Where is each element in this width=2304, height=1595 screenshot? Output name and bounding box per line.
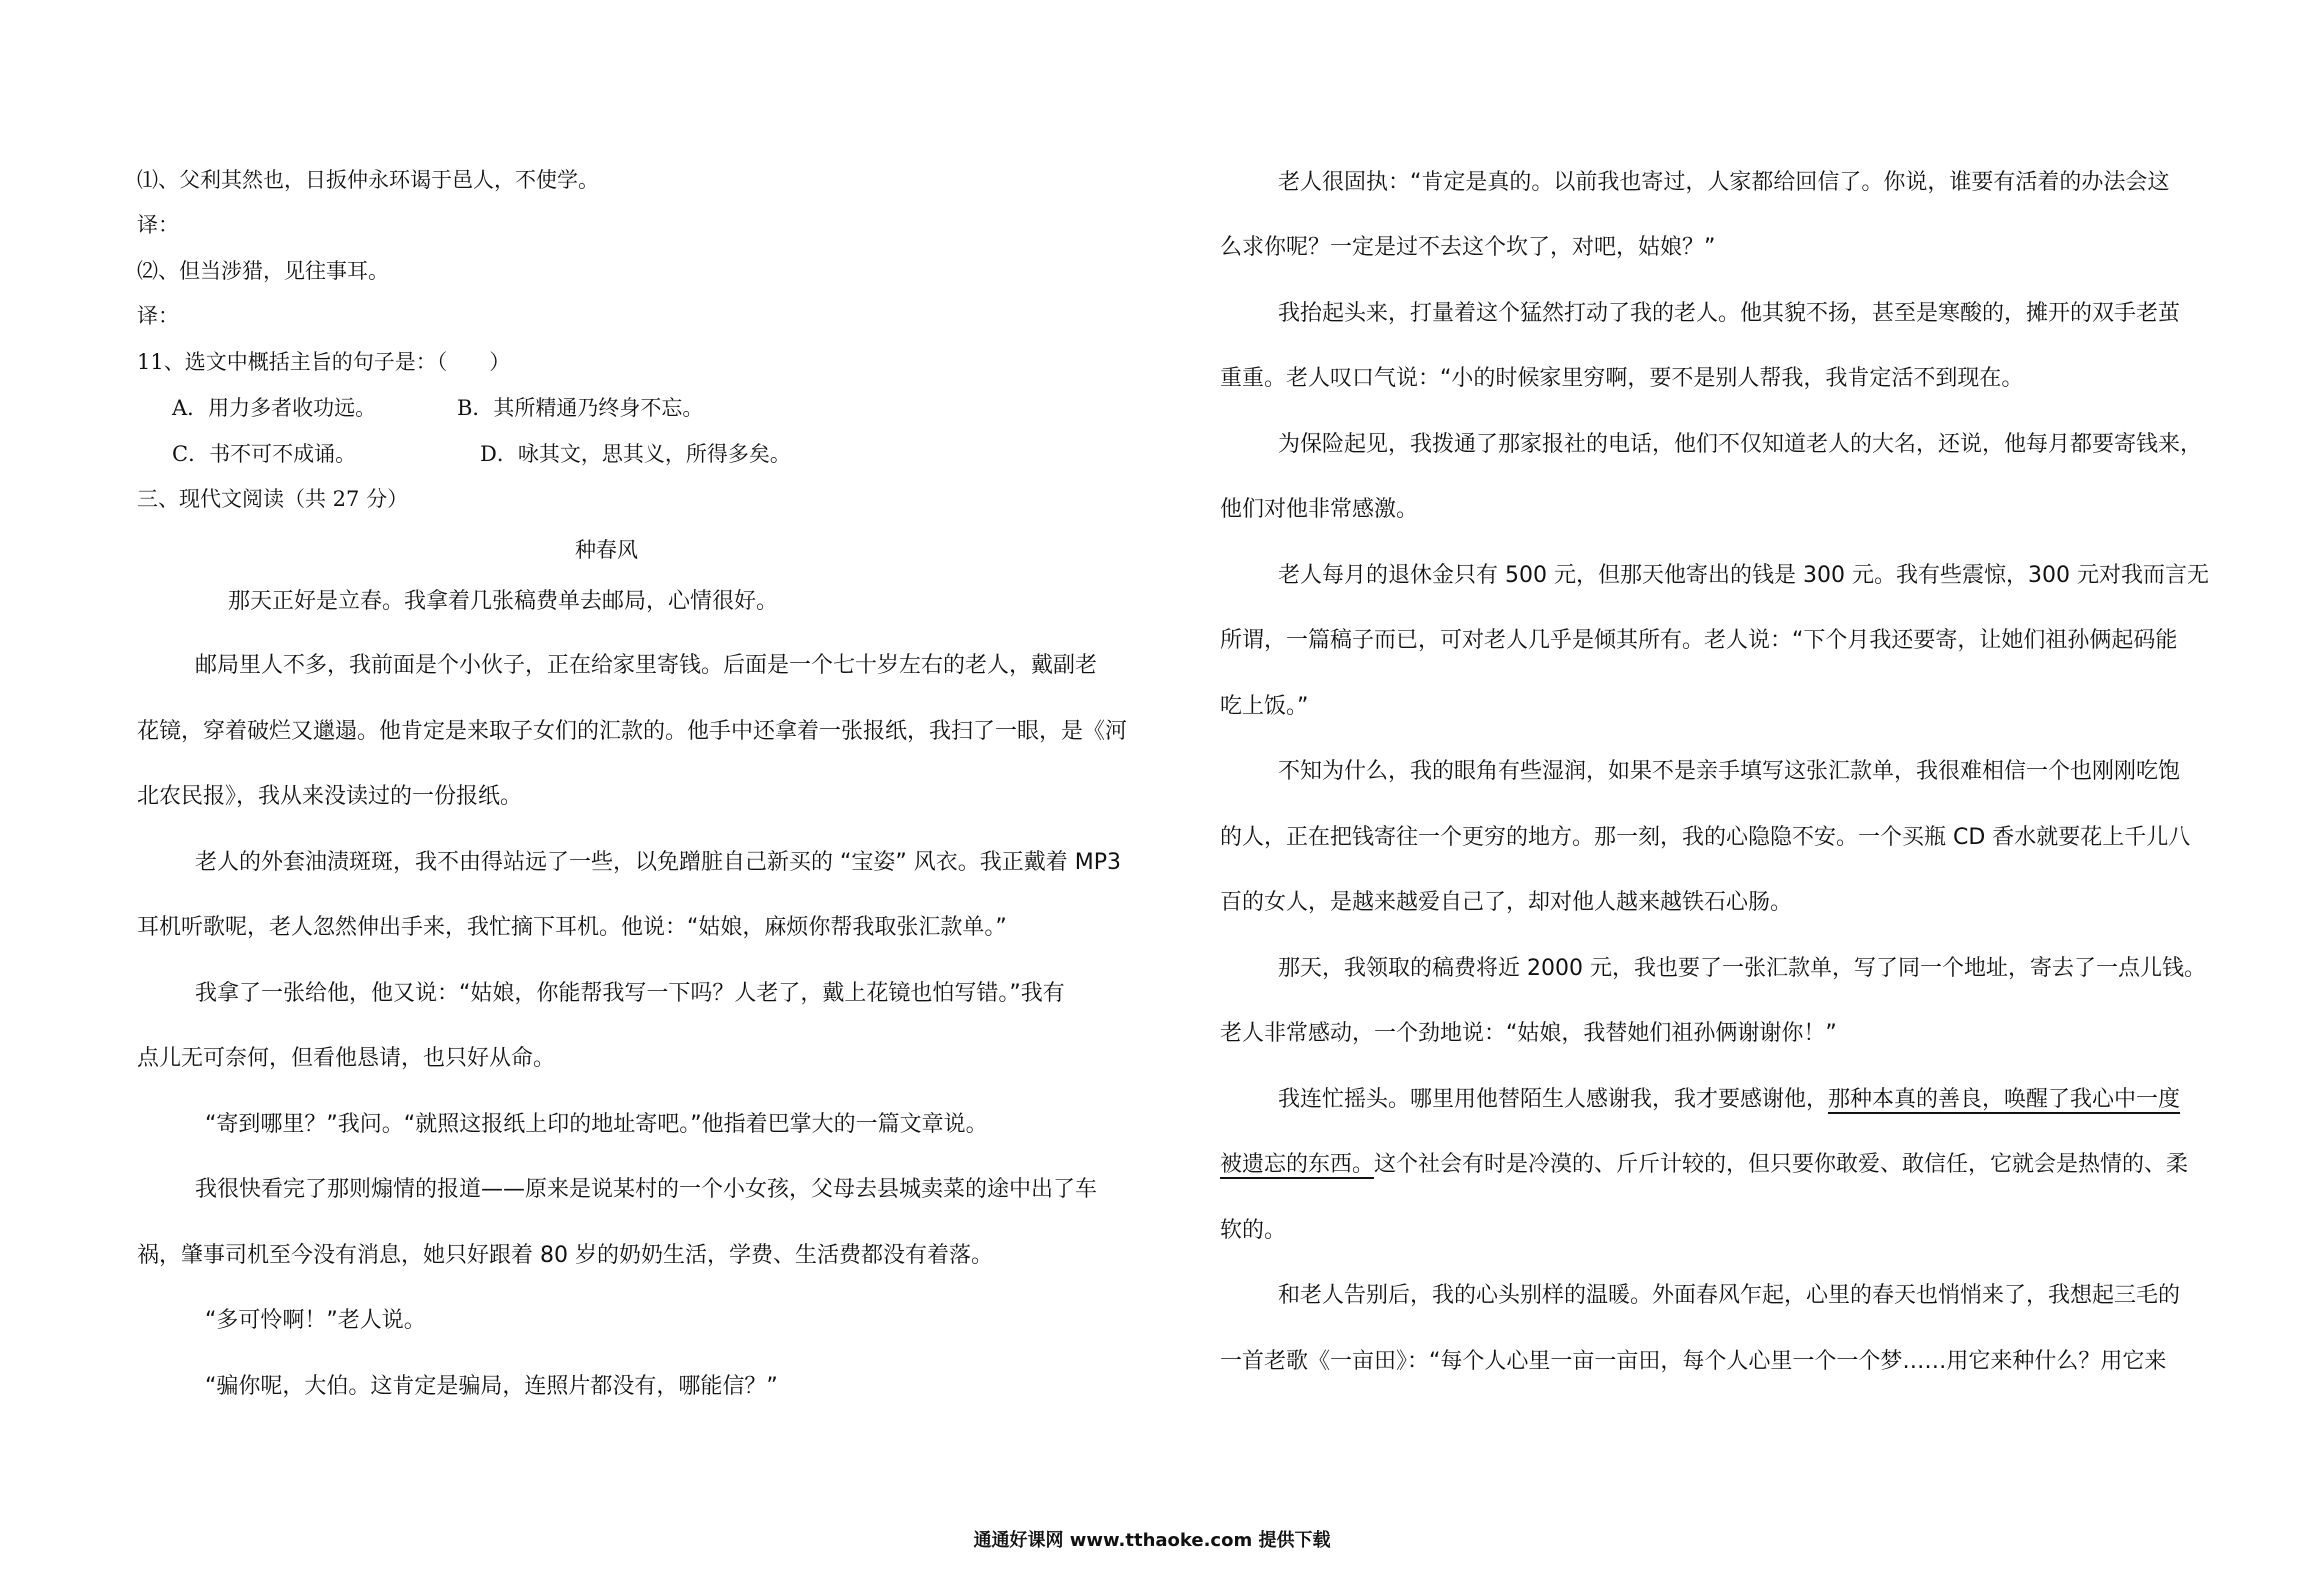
option-b: B．其所精通乃终身不忘。: [457, 396, 704, 420]
paragraph-line: 软的。: [1220, 1218, 1287, 1243]
paragraph-line: 那天，我领取的稿费将近 2000 元，我也要了一张汇款单，写了同一个地址，寄去了一点儿钱。: [1278, 956, 2206, 981]
question-11: 11、选文中概括主旨的句子是：（ ）: [137, 350, 511, 374]
paragraph-line: 不知为什么，我的眼角有些湿润，如果不是亲手填写这张汇款单，我很难相信一个也刚刚吃饱: [1278, 759, 2181, 784]
underlined-sentence: 被遗忘的东西。: [1220, 1152, 1375, 1177]
translation-label: 译：: [137, 213, 179, 237]
paragraph-line: 耳机听歌呢，老人忽然伸出手来，我忙摘下耳机。他说：“姑娘，麻烦你帮我取张汇款单。”: [137, 915, 1007, 940]
question-10-1: ⑴、父利其然也，日扳仲永环谒于邑人，不使学。: [137, 168, 599, 192]
paragraph-line: 老人的外套油渍斑斑，我不由得站远了一些，以免蹭脏自己新买的 “宝姿” 风衣。我正戴着 MP3: [195, 850, 1122, 875]
paragraph-text: 这个社会有时是冷漠的、斤斤计较的，但只要你敢爱、敢信任，它就会是热情的、柔: [1374, 1152, 2189, 1177]
page-footer: 通通好课网 www.tthaoke.com 提供下载: [973, 1530, 1331, 1551]
paragraph-line: “骗你呢，大伯。这肯定是骗局，连照片都没有，哪能信？”: [205, 1374, 778, 1399]
paragraph-line: 北农民报》，我从来没读过的一份报纸。: [137, 784, 523, 809]
option-d: D．咏其文，思其义，所得多矣。: [480, 442, 791, 466]
paragraph-line: 百的女人，是越来越爱自己了，却对他人越来越铁石心肠。: [1220, 890, 1793, 915]
article-title: 种春风: [575, 538, 638, 562]
paragraph-line: “寄到哪里？”我问。“就照这报纸上印的地址寄吧。”他指着巴掌大的一篇文章说。: [205, 1112, 988, 1137]
paragraph-line: 他们对他非常感激。: [1220, 497, 1419, 522]
paragraph-line: [1278, 1085, 2180, 1115]
paragraph-line: 老人很固执：“肯定是真的。以前我也寄过，人家都给回信了。你说，谁要有活着的办法会这: [1278, 170, 2170, 195]
paragraph-line: 和老人告别后，我的心头别样的温暖。外面春风乍起，心里的春天也悄悄来了，我想起三毛的: [1278, 1283, 2181, 1308]
question-10-2: ⑵、但当涉猎，见往事耳。: [137, 259, 389, 283]
option-c: C．书不可不成诵。: [172, 442, 357, 466]
paragraph-line: 吃上饭。”: [1220, 694, 1309, 719]
paragraph-line: 我抬起头来，打量着这个猛然打动了我的老人。他其貌不扬，甚至是寒酸的，摊开的双手老茧: [1278, 301, 2181, 326]
paragraph-line: [1220, 1150, 2188, 1180]
paragraph-line: 老人非常感动，一个劲地说：“姑娘，我替她们祖孙俩谢谢你！”: [1220, 1021, 1837, 1046]
paragraph-line: “多可怜啊！”老人说。: [205, 1308, 426, 1333]
paragraph-line: 那天正好是立春。我拿着几张稿费单去邮局，心情很好。: [228, 589, 779, 614]
paragraph-line: 的人，正在把钱寄往一个更穷的地方。那一刻，我的心隐隐不安。一个买瓶 CD 香水就要花上千儿八: [1220, 825, 2191, 850]
paragraph-line: 邮局里人不多，我前面是个小伙子，正在给家里寄钱。后面是一个七十岁左右的老人，戴副老: [195, 653, 1098, 678]
paragraph-line: 为保险起见，我拨通了那家报社的电话，他们不仅知道老人的大名，还说，他每月都要寄钱来，: [1278, 432, 2203, 457]
paragraph-line: 花镜，穿着破烂又邋遢。他肯定是来取子女们的汇款的。他手中还拿着一张报纸，我扫了一眼，是《河: [137, 719, 1128, 744]
paragraph-line: 祸，肇事司机至今没有消息，她只好跟着 80 岁的奶奶生活，学费、生活费都没有着落。: [137, 1243, 993, 1268]
paragraph-line: 一首老歌《一亩田》：“每个人心里一亩一亩田，每个人心里一个一个梦……用它来种什么？用它来: [1220, 1349, 2167, 1374]
option-a: A．用力多者收功远。: [172, 396, 377, 420]
paragraph-line: 我很快看完了那则煽情的报道——原来是说某村的一个小女孩，父母去县城卖菜的途中出了车: [195, 1177, 1098, 1202]
paragraph-line: 所谓，一篇稿子而已，可对老人几乎是倾其所有。老人说：“下个月我还要寄，让她们祖孙俩起码能: [1220, 628, 2178, 653]
paragraph-text: 我连忙摇头。哪里用他替陌生人感谢我，我才要感谢他，: [1278, 1087, 1829, 1112]
underlined-sentence: 那种本真的善良，唤醒了我心中一度: [1828, 1087, 2181, 1112]
translation-label: 译：: [137, 304, 179, 328]
paragraph-line: 么求你呢？一定是过不去这个坎了，对吧，姑娘？”: [1220, 235, 1716, 260]
paragraph-line: 老人每月的退休金只有 500 元，但那天他寄出的钱是 300 元。我有些震惊，300 元对我而言无: [1278, 563, 2209, 588]
paragraph-line: 重重。老人叹口气说：“小的时候家里穷啊，要不是别人帮我，我肯定活不到现在。: [1220, 366, 2024, 391]
section-heading: 三、现代文阅读（共 27 分）: [137, 487, 409, 511]
paragraph-line: 我拿了一张给他，他又说：“姑娘，你能帮我写一下吗？人老了，戴上花镜也怕写错。”我有: [195, 981, 1065, 1006]
paragraph-line: 点儿无可奈何，但看他恳请，也只好从命。: [137, 1046, 556, 1071]
